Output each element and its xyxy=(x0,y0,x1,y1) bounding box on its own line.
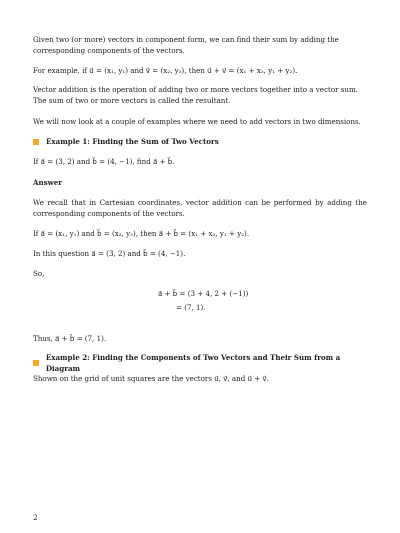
intro-paragraph-3: Vector addition is the operation of adding two or more vectors together into a vector sum. The sum of two or more vectors is called the resultant. xyxy=(33,85,358,105)
answer-paragraph-1: We recall that in Cartesian coordinates, vector addition can be performed by adding the corresponding components of the vectors. xyxy=(33,198,367,218)
example-2-title: Example 2: Finding the Components of Two Vectors and Their Sum from a Diagram xyxy=(45,353,341,373)
intro-paragraph-1: Given two (or more) vectors in component form, we can find their sum by adding the corresponding components of the vectors. xyxy=(33,35,339,55)
example-1-question: If a⃗ = (3, 2) and b⃗ = (4, −1), find a⃗ + b⃗. xyxy=(33,157,175,166)
equation-line-2: = (7, 1). xyxy=(176,303,206,312)
answer-paragraph-2: If a⃗ = (x₁, y₁) and b⃗ = (x₂, y₂), then a⃗ + b⃗ = (x₁ + x₂, y₁ + y₂). xyxy=(33,229,250,238)
intro-paragraph-4: We will now look at a couple of examples where we need to add vectors in two dimensions. xyxy=(33,117,361,126)
example-2-text: Shown on the grid of unit squares are the vectors u⃗, v⃗, and u⃗ + v⃗. xyxy=(33,374,269,383)
orange-square-marker xyxy=(33,360,39,366)
page-number: 2 xyxy=(33,513,38,522)
equation-line-1: a⃗ + b⃗ = (3 + 4, 2 + (−1)) xyxy=(158,289,249,298)
so-label: So, xyxy=(33,269,45,278)
intro-paragraph-2: For example, if u⃗ = (x₁, y₁) and v⃗ = (x₂, y₂), then u⃗ + v⃗ = (x₁ + x₂, y₁ + y₂). xyxy=(33,66,298,75)
example-2-heading xyxy=(33,352,367,374)
answer-label: Answer xyxy=(33,178,63,187)
orange-square-marker xyxy=(33,139,39,145)
example-1-title: Example 1: Finding the Sum of Two Vectors xyxy=(46,137,219,146)
example-1-heading xyxy=(33,136,367,147)
answer-paragraph-3: In this question a⃗ = (3, 2) and b⃗ = (4, −1). xyxy=(33,249,186,258)
conclusion: Thus, a⃗ + b⃗ = (7, 1). xyxy=(33,334,107,343)
